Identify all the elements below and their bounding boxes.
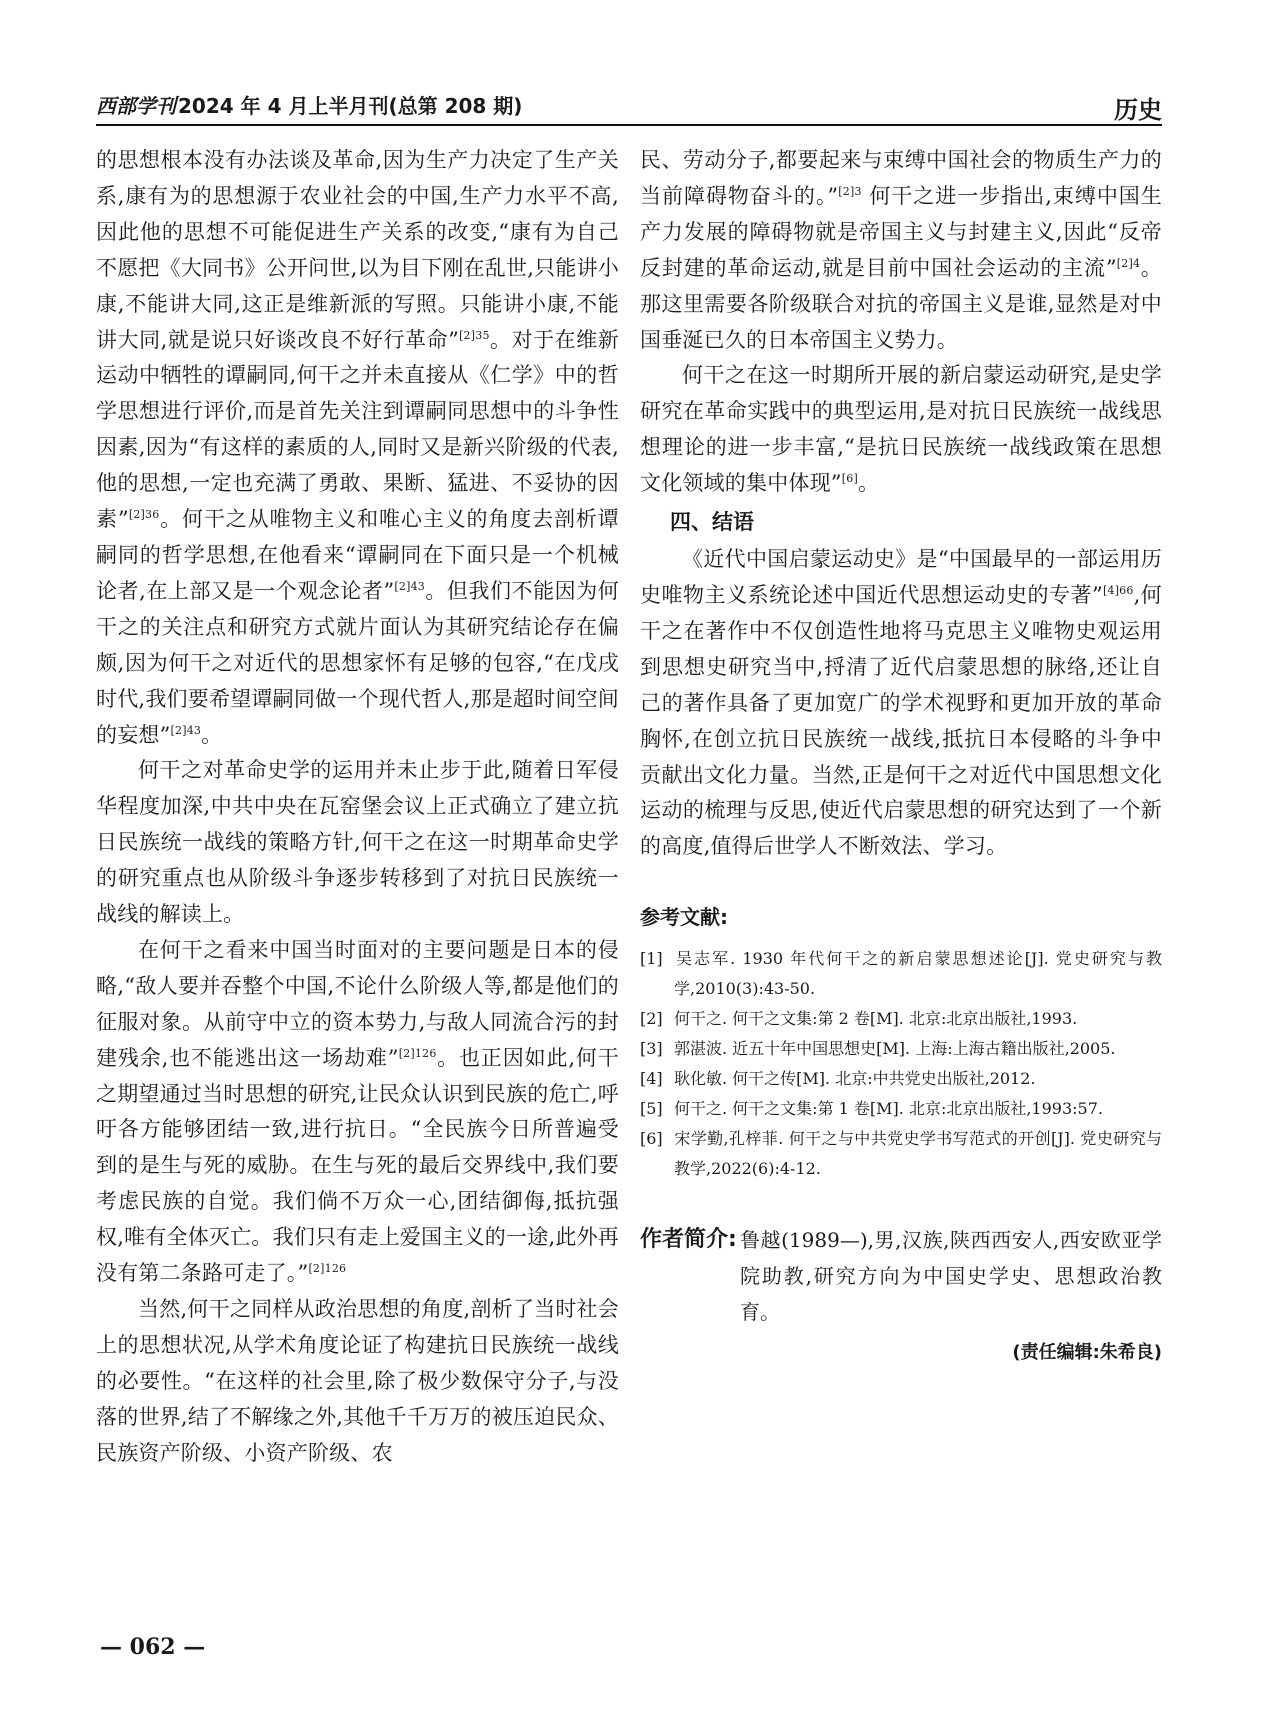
reference-item: [3] 郭湛波. 近五十年中国思想史[M]. 上海:上海古籍出版社,2005. — [640, 1039, 1116, 1059]
header-rule — [96, 124, 1162, 126]
reference-item: [4] 耿化敏. 何干之传[M]. 北京:中共党史出版社,2012. — [640, 1069, 1036, 1089]
author-bio-label: 作者简介: — [640, 1227, 737, 1253]
author-bio-text: 鲁越(1989—),男,汉族,陕西西安人,西安欧亚学院助教,研究方向为中国史学史、思想政治教育。 — [740, 1228, 1162, 1325]
references-title: 参考文献: — [640, 905, 728, 930]
journal-issue — [96, 90, 522, 119]
page-header — [96, 90, 1162, 134]
responsible-editor: (责任编辑:朱希良) — [1012, 1342, 1162, 1364]
left-column — [96, 143, 619, 1472]
reference-item: [5] 何干之. 何干之文集:第 1 卷[M]. 北京:北京出版社,1993:57. — [640, 1099, 1103, 1119]
journal-logo: 西部学刊 — [96, 94, 176, 118]
reference-item: [1] 吴志军. 1930 年代何干之的新启蒙思想述论[J]. 党史研究与教学,2010(3):43-50. — [640, 949, 1162, 999]
paragraph: 民、劳动分子,都要起来与束缚中国社会的物质生产力的当前障碍物奋斗的。”$^{[2]3}$ 何干之进一步指出,束缚中国生产力发展的障碍物就是帝国主义与封建主义,因此“反帝反封建的革命运动,就是目前中国社会运动的主流”$^{[2]4}$。那这里需要各阶级联合对抗的帝国主义是谁,显然是对中国垂涎已久的日本帝国主义势力。 — [640, 148, 1162, 352]
paragraph: 《近代中国启蒙运动史》是“中国最早的一部运用历史唯物主义系统论述中国近代思想运动史的专著”$^{[4]66}$,何干之在著作中不仅创造性地将马克思主义唯物史观运用到思想史研究当中,捋清了近代启蒙思想的脉络,还让自己的著作具备了更加宽广的学术视野和更加开放的革命胸怀,在创立抗日民族统一战线,抵抗日本侵略的斗争中贡献出文化力量。当然,正是何干之对近代中国思想文化运动的梳理与反思,使近代启蒙思想的研究达到了一个新的高度,值得后世学人不断效法、学习。 — [640, 547, 1162, 859]
section-heading: 四、结语 — [670, 510, 754, 535]
section-name: 历史 — [1114, 96, 1162, 124]
reference-item: [2] 何干之. 何干之文集:第 2 卷[M]. 北京:北京出版社,1993. — [640, 1009, 1078, 1029]
reference-item: [6] 宋学勤,孔梓菲. 何干之与中共党史学书写范式的开创[J]. 党史研究与教学,2022(6):4-12. — [640, 1129, 1162, 1179]
paragraph: 当然,何干之同样从政治思想的角度,剖析了当时社会上的思想状况,从学术角度论证了构建抗日民族统一战线的必要性。“在这样的社会里,除了极少数保守分子,与没落的世界,结了不解缘之外,其他千千万万的被压迫民众、民族资产阶级、小资产阶级、农 — [96, 1297, 619, 1465]
paragraph: 何干之在这一时期所开展的新启蒙运动研究,是史学研究在革命实践中的典型运用,是对抗日民族统一战线思想理论的进一步丰富,“是抗日民族统一战线政策在思想文化领域的集中体现”[6]。 — [640, 363, 1162, 496]
page-number: — 062 — — [100, 1634, 206, 1660]
author-bio — [640, 1222, 1162, 1330]
paragraph: 的思想根本没有办法谈及革命,因为生产力决定了生产关系,康有为的思想源于农业社会的中国,生产力水平不高,因此他的思想不可能促进生产关系的改变,“康有为自己不愿把《大同书》公开问世,以为目下刚在乱世,只能讲小康,不能讲大同,这正是维新派的写照。只能讲小康,不能讲大同,就是说只好谈改良不好行革命”$^{[2]35}$。对于在维新运动中牺牲的谭嗣同,何干之并未直接从《仁学》中的哲学思想进行评价,而是首先关注到谭嗣同思想中的斗争性因素,因为“有这样的素质的人,同时又是新兴阶级的代表,他的思想,一定也充满了勇敢、果断、猛进、不妥协的因素”$^{[2]36}$。何干之从唯物主义和唯心主义的角度去剖析谭嗣同的哲学思想,在他看来“谭嗣同在下面只是一个机械论者,在上部又是一个观念论者”$^{[2]43}$。但我们不能因为何干之的关注点和研究方式就片面认为其研究结论存在偏颇,因为何干之对近代的思想家怀有足够的包容,“在戊戌时代,我们要希望谭嗣同做一个现代哲人,那是超时间空间的妄想”$^{[2]43}$。 — [96, 148, 619, 747]
issue-info: 2024 年 4 月上半月刊(总第 208 期) — [178, 94, 523, 118]
paragraph: 在何干之看来中国当时面对的主要问题是日本的侵略,“敌人要并吞整个中国,不论什么阶级人等,都是他们的征服对象。从前守中立的资本势力,与敌人同流合污的封建残余,也不能逃出这一场劫难”$^{[2]126}$。也正因如此,何干之期望通过当时思想的研究,让民众认识到民族的危亡,呼吁各方能够团结一致,进行抗日。“全民族今日所普遍受到的是生与死的威胁。在生与死的最后交界线中,我们要考虑民族的自觉。我们倘不万众一心,团结御侮,抵抗强权,唯有全体灭亡。我们只有走上爱国主义的一途,此外再没有第二条路可走了。”$^{[2]126}$ — [96, 937, 619, 1286]
right-column — [640, 143, 1162, 1364]
paragraph: 何干之对革命史学的运用并未止步于此,随着日军侵华程度加深,中共中央在瓦窑堡会议上正式确立了建立抗日民族统一战线的策略方针,何干之在这一时期革命史学的研究重点也从阶级斗争逐步转移到了对抗日民族统一战线的解读上。 — [96, 758, 619, 927]
references-list — [640, 944, 1162, 1184]
